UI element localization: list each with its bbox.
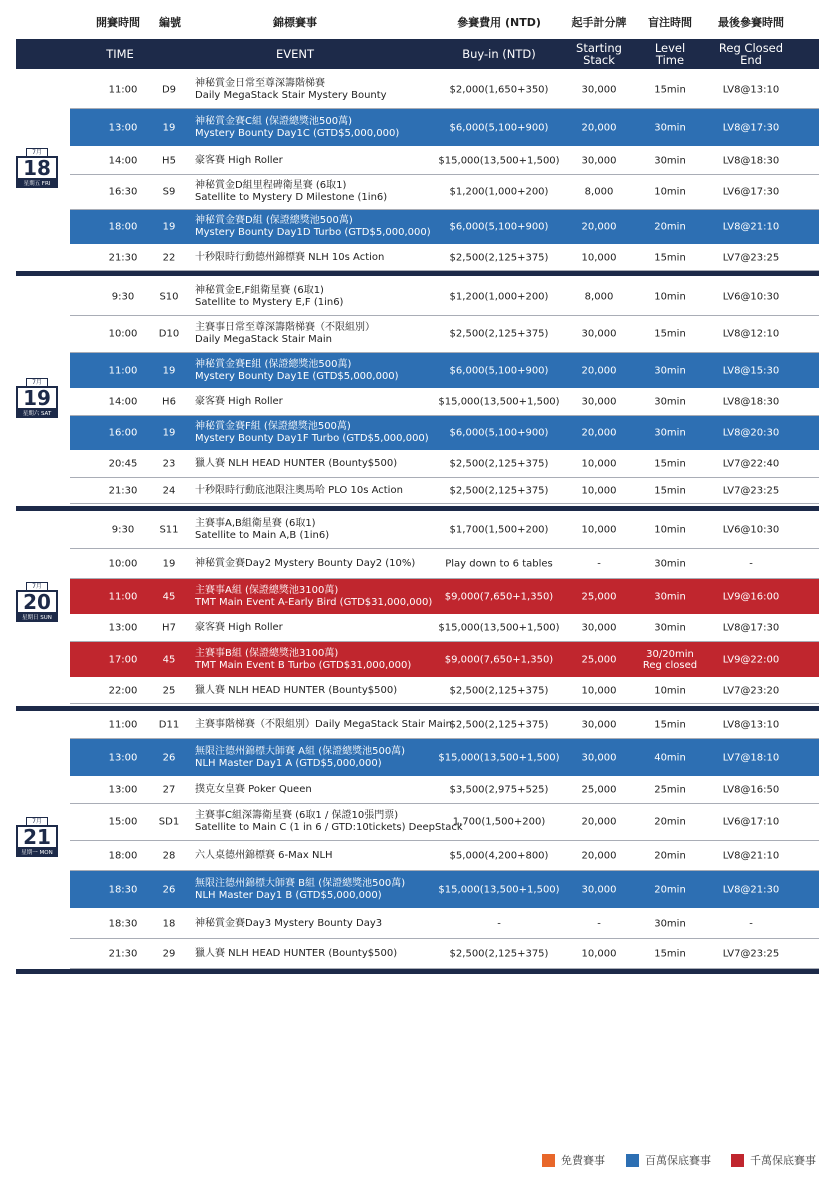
table-row	[70, 245, 819, 271]
day-separator	[16, 506, 819, 511]
cell-event	[195, 285, 343, 309]
event-name-zh: 主賽事A,B組衛星賽 (6取1)	[195, 517, 316, 529]
event-name-zh: 無限注德州錦標大師賽 A組 (保證總獎池500萬)	[195, 745, 406, 757]
event-name-zh: 豪客賽 High Roller	[195, 622, 283, 633]
cell-stack: 10,000	[581, 948, 617, 959]
date-month: 7月	[26, 378, 48, 386]
cell-code: D9	[161, 84, 177, 95]
cell-level-time: 15min	[654, 328, 686, 340]
cell-stack: 10,000	[581, 485, 617, 496]
cell-code: 18	[162, 918, 176, 929]
event-name-zh: 獵人賽 NLH HEAD HUNTER (Bounty$500)	[195, 684, 398, 696]
table-row	[70, 71, 819, 109]
cell-reg-closed: LV6@17:30	[722, 186, 780, 198]
cell-level-time: 15min	[654, 458, 686, 470]
cell-level-time: 30min	[654, 122, 686, 133]
event-name-zh: 神秘賞金賽D組 (保證總獎池500萬)	[195, 215, 353, 226]
table-row	[70, 841, 819, 871]
table-row	[70, 175, 819, 210]
cell-event	[195, 685, 397, 697]
event-name-en: Mystery Bounty Day1D Turbo (GTD$5,000,000)	[195, 227, 431, 238]
cell-stack: -	[597, 558, 601, 569]
date-month: 7月	[26, 817, 48, 825]
cell-reg-closed: LV6@10:30	[722, 291, 780, 302]
cell-reg-closed: LV8@21:10	[722, 221, 780, 233]
cell-event	[195, 421, 429, 445]
date-badge	[16, 378, 58, 418]
table-row	[70, 871, 819, 909]
cell-level-time: 40min	[654, 752, 686, 763]
cell-code: H6	[162, 396, 176, 408]
cell-code: 19	[162, 427, 176, 439]
event-name-en: NLH Master Day1 A (GTD$5,000,000)	[195, 757, 382, 769]
date-weekday: 星期日 SUN	[16, 614, 58, 622]
event-name-en: Satellite to Mystery E,F (1in6)	[195, 296, 344, 308]
cell-time: 18:00	[108, 221, 138, 233]
cell-reg-closed: LV6@10:30	[722, 524, 780, 535]
cell-buyin: $1,200(1,000+200)	[449, 291, 549, 302]
cell-level-time: 30min	[654, 365, 686, 376]
cell-event	[195, 215, 431, 239]
cell-reg-closed: LV8@15:30	[722, 365, 780, 376]
cell-event	[195, 322, 375, 346]
cell-level-time: 30min	[654, 918, 686, 929]
legend-swatch-million	[626, 1154, 639, 1167]
cell-event	[195, 458, 397, 470]
legend-swatch-free	[542, 1154, 555, 1167]
cell-event	[195, 622, 283, 634]
cell-reg-closed: LV8@20:30	[722, 427, 780, 439]
event-name-zh: 無限注德州錦標大師賽 B組 (保證總獎池500萬)	[195, 877, 406, 889]
date-badge	[16, 817, 58, 857]
cell-event	[195, 396, 283, 408]
cell-reg-closed: LV6@17:10	[722, 816, 780, 828]
event-name-zh: 六人桌德州錦標賽 6-Max NLH	[195, 849, 333, 861]
cell-code: 26	[162, 884, 176, 895]
cell-reg-closed: LV9@16:00	[722, 591, 780, 602]
col-header-buyin: Buy-in (NTD)	[462, 47, 536, 61]
table-row	[70, 642, 819, 678]
cell-event	[195, 719, 452, 731]
col-header-stack: Starting Stack	[576, 41, 622, 67]
cell-code: S11	[159, 524, 179, 535]
cell-level-time: 10min	[654, 685, 686, 696]
event-name-zh: 主賽事A組 (保證總獎池3100萬)	[195, 584, 339, 596]
cell-time: 14:00	[108, 155, 138, 166]
cell-code: 19	[162, 365, 176, 376]
event-name-zh: 神秘賞金賽E組 (保證總獎池500萬)	[195, 358, 352, 370]
day-separator	[16, 969, 819, 974]
event-name-en: TMT Main Event A-Early Bird (GTD$31,000,000)	[195, 596, 433, 608]
cell-level-time: 20min	[654, 816, 686, 828]
legend-swatch-ten-million	[731, 1154, 744, 1167]
cell-code: D10	[158, 328, 180, 340]
cell-time: 14:00	[108, 396, 138, 408]
event-name-zh: 主賽事B組 (保證總獎池3100萬)	[195, 647, 339, 659]
table-row	[70, 511, 819, 549]
event-name-en: TMT Main Event B Turbo (GTD$31,000,000)	[195, 659, 412, 671]
event-name-zh: 神秘賞金日常至尊深籌階梯賽	[195, 77, 325, 89]
col-header-time: TIME	[106, 47, 134, 61]
cell-event	[195, 78, 387, 102]
cell-event	[195, 918, 382, 930]
cell-reg-closed: LV8@18:30	[722, 396, 780, 408]
cell-code: 22	[162, 252, 176, 263]
cell-buyin: $15,000(13,500+1,500)	[438, 622, 560, 634]
cell-event	[195, 784, 312, 796]
cell-code: D11	[158, 719, 180, 730]
table-row	[70, 777, 819, 804]
cell-reg-closed: LV7@23:25	[722, 252, 780, 263]
cell-event	[195, 850, 333, 862]
cell-buyin: $2,000(1,650+350)	[449, 84, 549, 95]
date-day: 18	[16, 156, 58, 180]
cell-buyin: $15,000(13,500+1,500)	[438, 752, 560, 763]
event-name-en: Mystery Bounty Day1C (GTD$5,000,000)	[195, 127, 400, 139]
cell-time: 11:00	[108, 591, 138, 602]
cell-time: 10:00	[108, 328, 138, 340]
cell-time: 18:30	[108, 884, 138, 895]
table-row	[70, 210, 819, 245]
legend-label-ten-million: 千萬保底賽事	[750, 1154, 816, 1167]
cell-event	[195, 810, 463, 834]
cell-reg-closed: LV7@18:10	[722, 752, 780, 763]
table-row	[70, 147, 819, 175]
table-row	[70, 678, 819, 704]
cell-stack: 10,000	[581, 252, 617, 263]
cell-stack: 30,000	[581, 622, 617, 634]
cell-time: 20:45	[108, 458, 138, 470]
cell-time: 13:00	[108, 752, 138, 763]
cell-code: 26	[162, 752, 176, 763]
cell-reg-closed: LV8@21:30	[722, 884, 780, 895]
date-badge	[16, 582, 58, 622]
cell-level-time: 20min	[654, 221, 686, 233]
cell-code: 19	[162, 122, 176, 133]
table-row	[70, 389, 819, 416]
cell-code: 19	[162, 221, 176, 233]
col-header-event: EVENT	[275, 47, 315, 61]
cell-buyin: -	[497, 918, 501, 929]
cell-reg-closed: LV7@22:40	[722, 458, 780, 470]
cell-stack: 30,000	[581, 719, 617, 730]
cell-level-time: 30min	[654, 396, 686, 408]
cell-buyin: $9,000(7,650+1,350)	[444, 654, 554, 665]
cell-level-time: 25min	[654, 784, 686, 796]
date-weekday: 星期一 MON	[16, 849, 58, 857]
cell-event	[195, 116, 399, 140]
cell-level-time: 20min	[654, 884, 686, 895]
table-row	[70, 804, 819, 841]
cell-reg-closed: LV8@13:10	[722, 719, 780, 730]
event-name-zh: 獵人賽 NLH HEAD HUNTER (Bounty$500)	[195, 947, 398, 959]
cell-level-time: 15min	[654, 948, 686, 959]
cell-buyin: $6,000(5,100+900)	[449, 427, 549, 439]
cell-stack: 25,000	[581, 784, 617, 796]
cell-stack: 30,000	[581, 884, 617, 895]
cell-event	[195, 558, 415, 570]
cell-reg-closed: LV8@17:30	[722, 622, 780, 634]
table-row	[70, 316, 819, 353]
cell-reg-closed: LV7@23:25	[722, 485, 780, 496]
cell-stack: -	[597, 918, 601, 929]
cell-stack: 20,000	[581, 850, 617, 861]
cell-time: 21:30	[108, 948, 138, 959]
legend-label-free: 免費賽事	[561, 1154, 605, 1167]
event-name-zh: 十秒限時行動底池限注奧馬哈 PLO 10s Action	[195, 484, 403, 496]
cell-time: 9:30	[111, 291, 135, 302]
table-row	[70, 579, 819, 615]
cell-buyin: $2,500(2,125+375)	[449, 458, 549, 470]
event-name-zh: 神秘賞金賽Day3 Mystery Bounty Day3	[195, 917, 383, 929]
cell-time: 21:30	[108, 485, 138, 496]
col-header-reg-zh: 最後參賽時間	[718, 16, 784, 29]
cell-buyin: $9,000(7,650+1,350)	[444, 591, 554, 602]
date-weekday: 星期六 SAT	[16, 410, 58, 418]
cell-time: 15:00	[108, 816, 138, 828]
table-row	[70, 939, 819, 969]
event-name-zh: 主賽事日常至尊深籌階梯賽（不限組別）	[195, 322, 375, 333]
cell-code: S9	[162, 186, 176, 198]
event-name-zh: 神秘賞金賽C組 (保證總獎池500萬)	[195, 115, 353, 127]
cell-code: 45	[162, 654, 176, 665]
cell-buyin: $2,500(2,125+375)	[449, 719, 549, 730]
cell-stack: 20,000	[581, 122, 617, 133]
event-name-zh: 主賽事階梯賽（不限組別）Daily MegaStack Stair Main	[195, 718, 452, 730]
col-header-level-zh: 盲注時間	[648, 16, 692, 29]
cell-buyin: $2,500(2,125+375)	[449, 685, 549, 696]
cell-time: 9:30	[111, 524, 135, 535]
event-name-zh: 主賽事C組深籌衛星賽 (6取1 / 保證10張門票)	[195, 810, 399, 821]
cell-buyin: $2,500(2,125+375)	[449, 948, 549, 959]
cell-event	[195, 585, 432, 609]
cell-event	[195, 746, 405, 770]
cell-event	[195, 155, 283, 167]
cell-code: H5	[162, 155, 176, 166]
event-name-zh: 神秘賞金賽F組 (保證總獎池500萬)	[195, 421, 351, 432]
date-day: 20	[16, 590, 58, 614]
event-name-zh: 神秘賞金D組里程碑衛星賽 (6取1)	[195, 180, 347, 191]
day-separator	[16, 271, 819, 276]
cell-stack: 20,000	[581, 221, 617, 233]
cell-reg-closed: LV9@22:00	[722, 654, 780, 665]
table-row	[70, 739, 819, 777]
cell-time: 10:00	[108, 558, 138, 569]
cell-buyin: Play down to 6 tables	[445, 558, 553, 569]
col-header-level: Level Time	[654, 41, 686, 67]
cell-level-time: 30/20min Reg closed	[642, 648, 698, 671]
cell-level-time: 30min	[654, 558, 686, 569]
cell-code: H7	[162, 622, 176, 634]
cell-reg-closed: LV7@23:25	[722, 948, 780, 959]
legend	[0, 1153, 835, 1169]
cell-reg-closed: LV7@23:20	[722, 685, 780, 696]
cell-reg-closed: LV8@21:10	[722, 850, 780, 861]
cell-buyin: $6,000(5,100+900)	[449, 365, 549, 376]
col-header-stack-zh: 起手計分牌	[571, 16, 627, 29]
event-name-en: Satellite to Main C (1 in 6 / GTD:10tickets) DeepStack	[195, 822, 463, 833]
cell-time: 18:30	[108, 918, 138, 929]
cell-level-time: 10min	[654, 524, 686, 535]
date-month: 7月	[26, 148, 48, 156]
col-header-time-zh: 開賽時間	[96, 16, 140, 29]
table-row	[70, 909, 819, 939]
date-day: 21	[16, 825, 58, 849]
cell-stack: 25,000	[581, 654, 617, 665]
event-name-zh: 神秘賞金賽Day2 Mystery Bounty Day2 (10%)	[195, 557, 416, 569]
cell-code: 19	[162, 558, 176, 569]
cell-event	[195, 948, 397, 960]
cell-stack: 20,000	[581, 365, 617, 376]
cell-time: 18:00	[108, 850, 138, 861]
cell-stack: 10,000	[581, 524, 617, 535]
cell-reg-closed: LV8@12:10	[722, 328, 780, 340]
cell-time: 13:00	[108, 122, 138, 133]
cell-time: 22:00	[108, 685, 138, 696]
cell-level-time: 10min	[654, 291, 686, 302]
cell-level-time: 15min	[654, 252, 686, 263]
cell-level-time: 15min	[654, 719, 686, 730]
table-row	[70, 353, 819, 389]
table-row	[70, 109, 819, 147]
cell-time: 21:30	[108, 252, 138, 263]
cell-reg-closed: LV8@18:30	[722, 155, 780, 166]
cell-event	[195, 359, 399, 383]
cell-stack: 30,000	[581, 752, 617, 763]
cell-reg-closed: LV8@17:30	[722, 122, 780, 133]
cell-time: 11:00	[108, 719, 138, 730]
cell-code: 23	[162, 458, 176, 470]
event-name-zh: 十秒限時行動德州錦標賽 NLH 10s Action	[195, 251, 385, 263]
cell-buyin: $2,500(2,125+375)	[449, 252, 549, 263]
legend-label-million: 百萬保底賽事	[645, 1154, 711, 1167]
cell-time: 11:00	[108, 84, 138, 95]
event-name-en: Satellite to Mystery D Milestone (1in6)	[195, 192, 388, 203]
cell-buyin: $6,000(5,100+900)	[449, 122, 549, 133]
cell-stack: 20,000	[581, 816, 617, 828]
cell-level-time: 15min	[654, 485, 686, 496]
cell-level-time: 20min	[654, 850, 686, 861]
event-name-zh: 豪客賽 High Roller	[195, 154, 283, 166]
event-name-en: Mystery Bounty Day1F Turbo (GTD$5,000,000)	[195, 433, 429, 444]
table-row	[70, 451, 819, 478]
event-name-en: Satellite to Main A,B (1in6)	[195, 529, 330, 541]
cell-level-time: 30min	[654, 427, 686, 439]
event-name-zh: 撲克女皇賽 Poker Queen	[195, 784, 312, 795]
table-row	[70, 416, 819, 451]
cell-time: 17:00	[108, 654, 138, 665]
cell-buyin: 1,700(1,500+200)	[452, 816, 546, 828]
col-header-reg: Reg Closed End	[718, 41, 784, 67]
cell-stack: 20,000	[581, 427, 617, 439]
cell-reg-closed: LV8@13:10	[722, 84, 780, 95]
cell-code: 25	[162, 685, 176, 696]
cell-code: S10	[159, 291, 179, 302]
event-name-zh: 豪客賽 High Roller	[195, 396, 283, 407]
cell-stack: 8,000	[584, 186, 614, 198]
cell-level-time: 30min	[654, 155, 686, 166]
date-day: 19	[16, 386, 58, 410]
cell-buyin: $2,500(2,125+375)	[449, 485, 549, 496]
col-header-code-zh: 編號	[159, 16, 181, 29]
date-weekday: 星期五 FRI	[16, 180, 58, 188]
cell-stack: 10,000	[581, 458, 617, 470]
date-badge	[16, 148, 58, 188]
cell-stack: 10,000	[581, 685, 617, 696]
cell-buyin: $15,000(13,500+1,500)	[438, 155, 560, 166]
cell-buyin: $3,500(2,975+525)	[449, 784, 549, 796]
cell-stack: 8,000	[584, 291, 614, 302]
event-name-en: NLH Master Day1 B (GTD$5,000,000)	[195, 889, 382, 901]
table-row	[70, 711, 819, 739]
cell-stack: 30,000	[581, 155, 617, 166]
cell-code: SD1	[158, 816, 180, 828]
cell-stack: 30,000	[581, 328, 617, 340]
col-header-buyin-zh: 參賽費用 (NTD)	[457, 16, 541, 29]
cell-level-time: 30min	[654, 591, 686, 602]
cell-code: 27	[162, 784, 176, 796]
event-name-zh: 神秘賞金E,F組衛星賽 (6取1)	[195, 284, 324, 296]
cell-stack: 30,000	[581, 396, 617, 408]
cell-level-time: 15min	[654, 84, 686, 95]
event-name-en: Daily MegaStack Stair Mystery Bounty	[195, 89, 387, 101]
event-name-en: Mystery Bounty Day1E (GTD$5,000,000)	[195, 370, 399, 382]
cell-code: 29	[162, 948, 176, 959]
cell-stack: 30,000	[581, 84, 617, 95]
cell-buyin: $15,000(13,500+1,500)	[438, 884, 560, 895]
cell-event	[195, 878, 405, 902]
cell-event	[195, 180, 387, 204]
table-row	[70, 549, 819, 579]
cell-time: 13:00	[108, 784, 138, 796]
cell-level-time: 10min	[654, 186, 686, 198]
col-header-event-zh: 錦標賽事	[273, 16, 317, 29]
cell-stack: 25,000	[581, 591, 617, 602]
day-separator	[16, 706, 819, 711]
cell-event	[195, 485, 403, 497]
table-row	[70, 615, 819, 642]
cell-reg-closed: -	[749, 918, 753, 929]
cell-buyin: $1,700(1,500+200)	[449, 524, 549, 535]
table-row	[70, 278, 819, 316]
table-row	[70, 478, 819, 504]
cell-buyin: $15,000(13,500+1,500)	[438, 396, 560, 408]
cell-buyin: $6,000(5,100+900)	[449, 221, 549, 233]
cell-event	[195, 518, 329, 542]
cell-code: 28	[162, 850, 176, 861]
event-name-zh: 獵人賽 NLH HEAD HUNTER (Bounty$500)	[195, 458, 398, 469]
cell-event	[195, 648, 411, 672]
cell-reg-closed: -	[749, 558, 753, 569]
cell-buyin: $1,200(1,000+200)	[449, 186, 549, 198]
cell-buyin: $2,500(2,125+375)	[449, 328, 549, 340]
date-month: 7月	[26, 582, 48, 590]
cell-time: 11:00	[108, 365, 138, 376]
cell-code: 45	[162, 591, 176, 602]
cell-buyin: $5,000(4,200+800)	[449, 850, 549, 861]
cell-level-time: 30min	[654, 622, 686, 634]
cell-time: 16:00	[108, 427, 138, 439]
cell-time: 13:00	[108, 622, 138, 634]
cell-time: 16:30	[108, 186, 138, 198]
event-name-en: Daily MegaStack Stair Main	[195, 334, 332, 345]
cell-reg-closed: LV8@16:50	[722, 784, 780, 796]
cell-event	[195, 252, 384, 264]
cell-code: 24	[162, 485, 176, 496]
